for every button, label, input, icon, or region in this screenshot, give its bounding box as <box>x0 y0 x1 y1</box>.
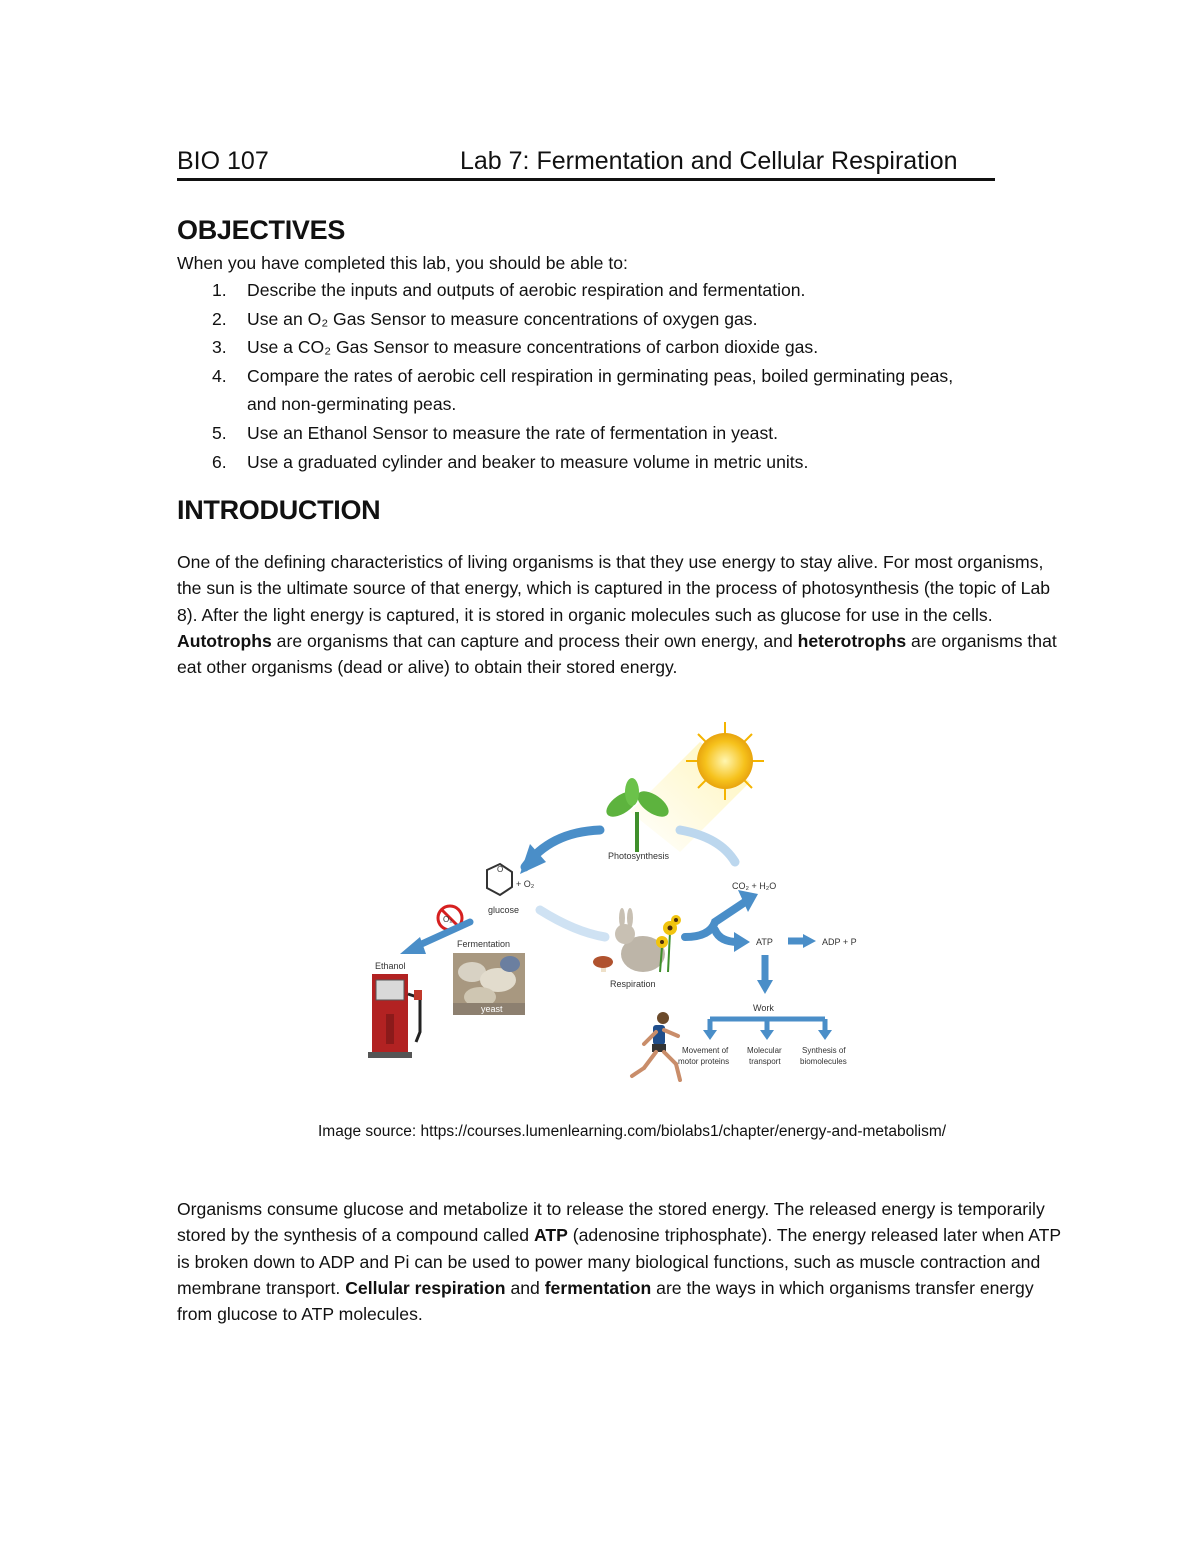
runner-icon <box>632 1012 680 1080</box>
paragraph-text: (adenosine triphosphate). The energy released later when ATP is broken down to ADP and Pi can be used to power many biological functions, such as muscle contraction and membrane transport. <box>177 1225 1061 1298</box>
mushroom-icon <box>593 956 613 972</box>
document-header <box>177 146 995 181</box>
gas-pump-icon <box>368 974 422 1058</box>
objective-text: Use an Ethanol Sensor to measure the rate of fermentation in yeast. <box>247 422 779 443</box>
yeast-label: yeast <box>481 1004 503 1014</box>
objective-text: Describe the inputs and outputs of aerobic respiration and fermentation. <box>247 280 806 300</box>
arrowhead <box>757 980 773 994</box>
objective-item <box>177 305 1067 334</box>
glucose-molecule-icon <box>487 864 512 895</box>
arrowhead <box>400 937 426 954</box>
figure-caption: Image source: https://courses.lumenlearning.com/biolabs1/chapter/energy-and-metabolism/ <box>318 1123 947 1140</box>
objective-item <box>177 448 1067 477</box>
term-fermentation: fermentation <box>544 1277 652 1298</box>
synthesis-label-line1: Synthesis of <box>802 1046 846 1055</box>
work-label: Work <box>753 1003 774 1013</box>
objectives-heading: OBJECTIVES <box>177 215 346 245</box>
co2-h2o-label: CO₂ + H₂O <box>732 881 777 891</box>
course-code: BIO 107 <box>177 147 269 175</box>
objective-number: 6. <box>212 451 227 472</box>
fermentation-label: Fermentation <box>457 939 511 949</box>
arrowhead <box>734 932 750 952</box>
paragraph-text: One of the defining characteristics of living organisms is that they use energy to stay alive. For most organisms, the sun is the ultimate source of that energy, which is captured in the process of photosynthesis (the topic of Lab 8). After the light energy is captured, it is stored in organic molecules such as glucose for use in the cells. <box>177 552 1051 625</box>
arrow-co2-to-plant <box>680 830 735 862</box>
intro-paragraph-1 <box>177 549 1067 680</box>
synthesis-label-line2: biomolecules <box>800 1057 847 1066</box>
energy-metabolism-figure <box>360 722 880 1092</box>
paragraph-text: are the ways in which organisms transfer energy from glucose to ATP molecules. <box>177 1277 1034 1325</box>
intro-paragraph-2 <box>177 1196 1067 1327</box>
work-branches <box>703 1019 832 1040</box>
adp-p-label: ADP + P <box>822 937 857 947</box>
ethanol-label: Ethanol <box>375 961 406 971</box>
objectives-list <box>177 276 1067 476</box>
objective-number: 4. <box>212 365 227 386</box>
objectives-intro: When you have completed this lab, you should be able to: <box>177 253 628 273</box>
objective-number: 5. <box>212 422 227 443</box>
term-atp: ATP <box>533 1225 568 1246</box>
objective-number: 2. <box>212 308 227 329</box>
objective-number: 3. <box>212 337 227 358</box>
svg-text:O: O <box>497 865 504 874</box>
transport-label-line1: Molecular <box>747 1046 782 1055</box>
objective-text-continued: and non-germinating peas. <box>247 394 457 415</box>
arrow-glucose-to-respiration <box>540 910 605 937</box>
flowers-icon <box>656 915 681 972</box>
o2-symbol-label: O₂ <box>443 915 453 924</box>
objective-number: 1. <box>212 280 227 300</box>
term-autotrophs: Autotrophs <box>177 630 272 651</box>
lab-title: Lab 7: Fermentation and Cellular Respiration <box>460 147 958 175</box>
objective-text: Use an O₂ Gas Sensor to measure concentrations of oxygen gas. <box>247 308 758 329</box>
objective-text: Use a CO₂ Gas Sensor to measure concentrations of carbon dioxide gas. <box>247 337 819 358</box>
objective-item <box>177 276 1067 305</box>
objective-item <box>177 333 1067 362</box>
introduction-heading: INTRODUCTION <box>177 495 381 525</box>
paragraph-text: are organisms that eat other organisms (dead or alive) to obtain their stored energy. <box>177 630 1057 678</box>
respiration-label: Respiration <box>610 979 656 989</box>
objective-item <box>177 419 1067 448</box>
plus-o2-label: + O₂ <box>516 879 535 889</box>
paragraph-text: are organisms that can capture and process their own energy, and <box>271 630 798 651</box>
objective-text: Use a graduated cylinder and beaker to measure volume in metric units. <box>247 451 809 472</box>
paragraph-text: and <box>505 1277 545 1298</box>
atp-label: ATP <box>756 937 773 947</box>
movement-label-line1: Movement of <box>682 1046 729 1055</box>
term-heterotrophs: heterotrophs <box>797 630 907 651</box>
term-cellular-respiration: Cellular respiration <box>345 1277 506 1298</box>
objective-text: Compare the rates of aerobic cell respiration in germinating peas, boiled germinating peas, <box>247 365 954 386</box>
paragraph-text: Organisms consume glucose and metabolize it to release the stored energy. The released energy is temporarily stored by the synthesis of a compound called <box>177 1199 1045 1246</box>
arrowhead <box>803 934 816 948</box>
transport-label-line2: transport <box>749 1057 781 1066</box>
glucose-label: glucose <box>488 905 520 915</box>
movement-label-line2: motor proteins <box>678 1057 730 1066</box>
photosynthesis-label: Photosynthesis <box>608 851 670 861</box>
objective-item <box>177 362 1067 419</box>
